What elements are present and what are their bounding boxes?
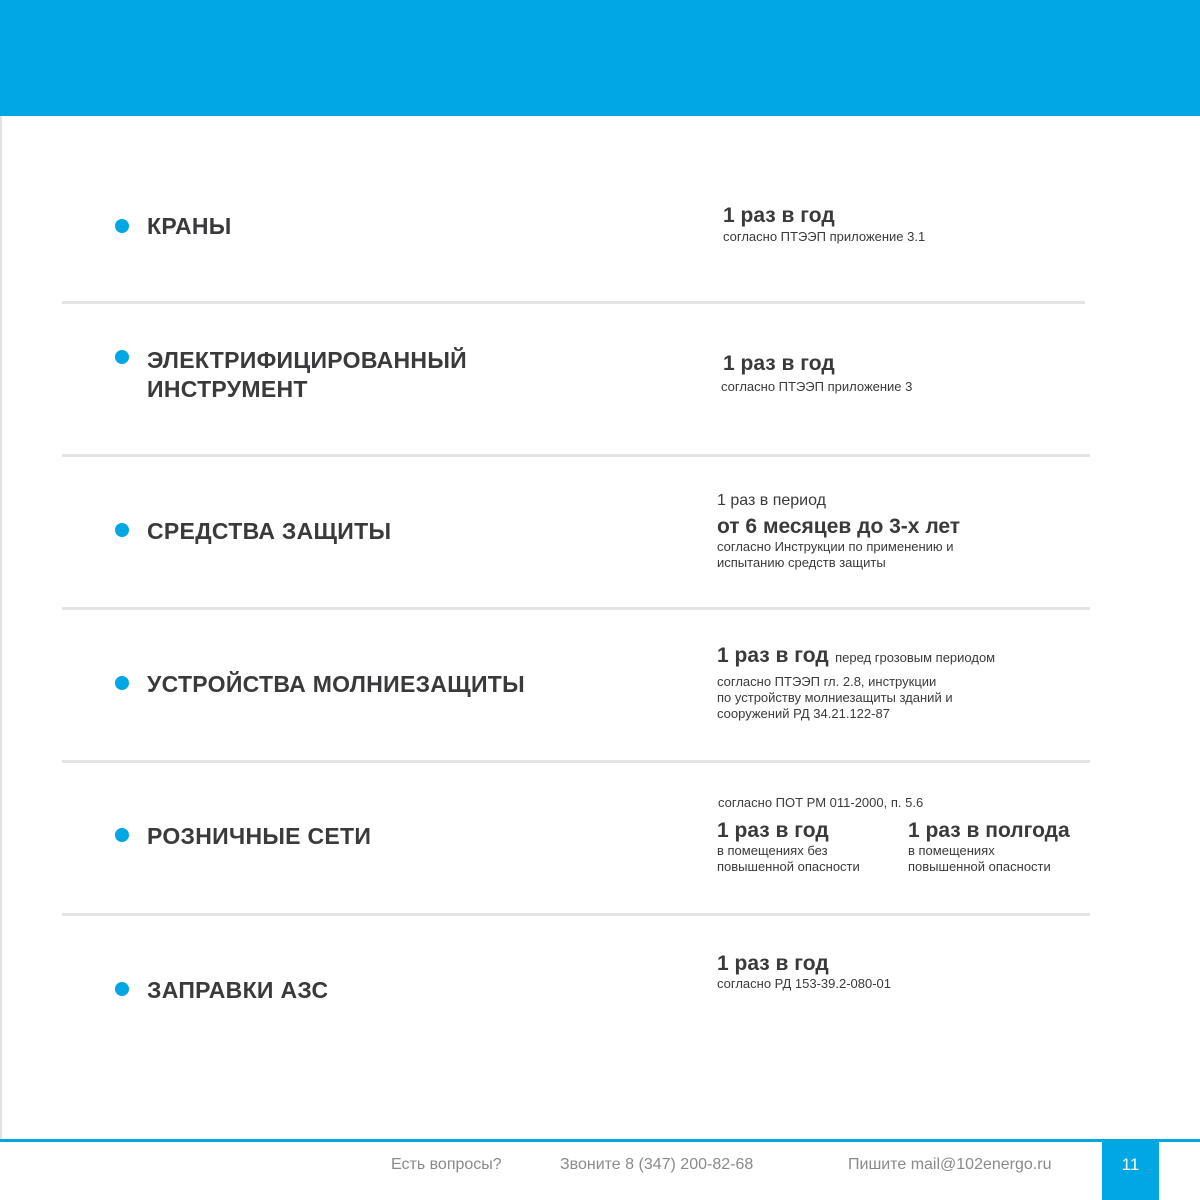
item-column-2 <box>908 819 1070 875</box>
item-note-line: повышенной опасности <box>908 859 1051 874</box>
item-note <box>717 539 954 571</box>
item-title: КРАНЫ <box>147 213 232 239</box>
divider <box>62 760 1090 763</box>
bullet-icon <box>115 523 129 537</box>
bullet-icon <box>115 676 129 690</box>
item-note-line: в помещениях без <box>717 843 828 858</box>
header-band <box>0 0 1200 116</box>
item-title: СРЕДСТВА ЗАЩИТЫ <box>147 518 392 544</box>
bullet-icon <box>115 828 129 842</box>
divider <box>62 607 1090 610</box>
page-edge <box>0 116 2 1140</box>
item-note: согласно ПТЭЭП приложение 3.1 <box>723 229 926 244</box>
item-note-line: в помещениях <box>908 843 995 858</box>
item-frequency: 1 раз в год <box>717 819 829 842</box>
item-pre-note: 1 раз в период <box>717 492 826 509</box>
item-frequency: 1 раз в год <box>717 644 829 667</box>
divider <box>62 913 1090 916</box>
item-note-line: по устройству молниезащиты зданий и <box>717 690 953 705</box>
item-note-line: испытанию средств защиты <box>717 555 886 570</box>
item-title: УСТРОЙСТВА МОЛНИЕЗАЩИТЫ <box>147 671 525 697</box>
item-note-line: повышенной опасности <box>717 859 860 874</box>
item-note-line: согласно ПТЭЭП гл. 2.8, инструкции <box>717 674 937 689</box>
item-title <box>147 346 467 404</box>
item-note: согласно ПТЭЭП приложение 3 <box>721 379 913 394</box>
item-note <box>717 674 953 722</box>
item-note-line: сооружений РД 34.21.122-87 <box>717 706 890 721</box>
footer-question: Есть вопросы? <box>391 1156 502 1173</box>
item-frequency: 1 раз в год <box>723 352 835 375</box>
item-frequency-suffix: перед грозовым периодом <box>835 650 996 665</box>
item-frequency: от 6 месяцев до 3-х лет <box>717 515 961 538</box>
item-pre-note: согласно ПОТ РМ 011-2000, п. 5.6 <box>718 795 924 810</box>
item-note: согласно РД 153-39.2-080-01 <box>717 976 892 991</box>
item-title-line: ЭЛЕКТРИФИЦИРОВАННЫЙ <box>147 347 467 373</box>
footer-phone[interactable]: Звоните 8 (347) 200-82-68 <box>560 1156 754 1173</box>
item-column-1 <box>717 819 860 875</box>
item-title: РОЗНИЧНЫЕ СЕТИ <box>147 823 372 849</box>
bullet-icon <box>115 350 129 364</box>
item-title-line: ИНСТРУМЕНТ <box>147 376 308 402</box>
footer-line <box>0 1139 1200 1142</box>
page-number: 11 <box>1102 1139 1159 1200</box>
item-title: ЗАПРАВКИ АЗС <box>147 977 329 1003</box>
footer-email[interactable]: Пишите mail@102energo.ru <box>848 1156 1052 1173</box>
item-frequency: 1 раз в полгода <box>908 819 1070 842</box>
item-frequency-row <box>717 644 995 668</box>
divider <box>62 301 1085 304</box>
bullet-icon <box>115 982 129 996</box>
item-frequency: 1 раз в год <box>723 204 835 227</box>
divider <box>62 454 1090 457</box>
item-note-line: согласно Инструкции по применению и <box>717 539 954 554</box>
bullet-icon <box>115 219 129 233</box>
item-frequency: 1 раз в год <box>717 952 829 975</box>
